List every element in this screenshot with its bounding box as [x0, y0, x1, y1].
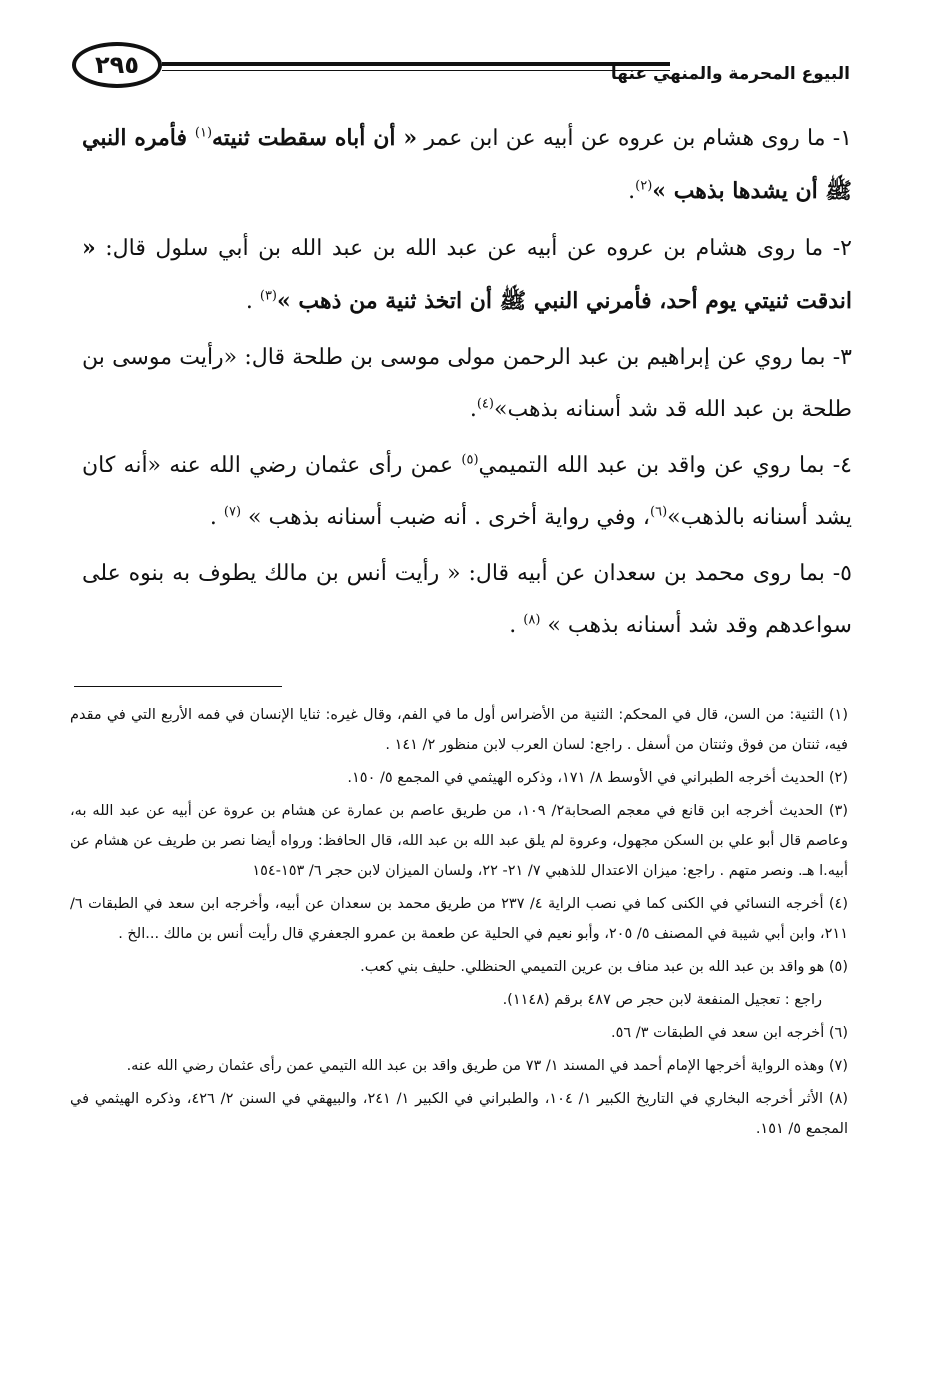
paragraph-3: ٣- بما روي عن إبراهيم بن عبد الرحمن مولى موسى بن طلحة قال: «رأيت موسى بن طلحة بن عبد الله قد شد أسنانه بذهب»$^{(٤)}$. — [82, 345, 852, 422]
footnote-7: (٧) وهذه الرواية أخرجها الإمام أحمد في المسند ١/ ٧٣ من طريق واقد بن عبد الله التيمي عمن رأى عثمان رضي الله عنه. — [126, 1058, 848, 1074]
paragraph-1: ١- ما روى هشام بن عروه عن أبيه عن ابن عمر « أن أباه سقطت ثنيته$^{(١)}$ فأمره النبي ﷺ أن يشدها بذهب »$^{(٢)}$. — [82, 125, 852, 204]
footnote-5: (٥) هو واقد بن عبد الله بن عبد مناف بن عرين التميمي الحنظلي. حليف بني كعب. — [360, 959, 848, 975]
footnote-separator — [74, 686, 282, 687]
page-number: ٢٩٥ — [72, 42, 162, 88]
paragraph-4: ٤- بما روي عن واقد بن عبد الله التميمي$^{(٥)}$ عمن رأى عثمان رضي الله عنه «أنه كان يشد أسنانه بالذهب»$^{(٦)}$، وفي رواية أخرى . أنه ضبب أسنانه بذهب » $^{(٧)}$ . — [82, 452, 852, 530]
header-rule-thick — [162, 62, 670, 66]
footnote-5-continuation: راجع : تعجيل المنفعة لابن حجر ص ٤٨٧ برقم (١١٤٨). — [502, 992, 822, 1008]
page-header — [70, 40, 850, 92]
footnote-2: (٢) الحديث أخرجه الطبراني في الأوسط ٨/ ١٧١، وذكره الهيثمي في المجمع ٥/ ١٥٠. — [347, 770, 848, 786]
footnote-8: (٨) الأثر أخرجه البخاري في التاريخ الكبير ١/ ١٠٤، والطبراني في الكبير ١/ ٢٤١، والبيهقي في السنن ٢/ ٤٢٦، وذكره الهيثمي في المجمع ٥/ ١٥١. — [70, 1091, 849, 1137]
running-title: البيوع المحرمة والمنهي عنها — [610, 64, 850, 84]
footnotes — [70, 700, 848, 1147]
footnote-3: (٣) الحديث أخرجه ابن قانع في معجم الصحابة٢/ ١٠٩، من طريق عاصم بن عمارة عن هشام بن عروة عن أبيه عن عبد الله به، وعاصم قال أبو علي بن السكن مجهول، وعروة لم يلق عبد الله بن عبد الله، قال الحافظ: ورواه أيضا نصر بن طريف عن هشام عن أبيه.ا هـ. ونصر متهم . راجع: ميزان الاعتدال للذهبي ٧/ ٢١- ٢٢، ولسان الميزان لابن حجر ٦/ ١٥٣-١٥٤ — [70, 803, 848, 879]
footnote-4: (٤) أخرجه النسائي في الكنى كما في نصب الراية ٤/ ٢٣٧ من طريق محمد بن سعدان عن أبيه، وأخرجه ابن سعد في الطبقات ٦/ ٢١١، وابن أبي شيبة في المصنف ٥/ ٢٠٥، وأبو نعيم في الحلية عن طعمة بن عمرو الجعفري قال رأيت أنس بن مالك ...الخ . — [70, 896, 848, 942]
paragraph-2: ٢- ما روى هشام بن عروه عن أبيه عن عبد الله بن عبد الله بن أبي سلول قال: « اندقت ثنيتي يوم أحد، فأمرني النبي ﷺ أن اتخذ ثنية من ذهب »$^{(٣)}$ . — [82, 235, 852, 314]
footnote-1: (١) الثنية: من السن، قال في المحكم: الثنية من الأضراس أول ما في الفم، وقال غيره: ثنايا الإنسان في فمه الأربع التي في مقدم فيه، ثنتان من فوق وثنتان من أسفل . راجع: لسان العرب لابن منظور ٢/ ١٤١ . — [70, 707, 848, 753]
paragraph-5: ٥- بما روى محمد بن سعدان عن أبيه قال: « رأيت أنس بن مالك يطوف به بنوه على سواعدهم وقد شد أسنانه بذهب » $^{(٨)}$ . — [82, 561, 852, 638]
header-rule-thin — [162, 70, 670, 71]
main-text — [82, 112, 852, 656]
footnote-6: (٦) أخرجه ابن سعد في الطبقات ٣/ ٥٦. — [611, 1025, 848, 1041]
